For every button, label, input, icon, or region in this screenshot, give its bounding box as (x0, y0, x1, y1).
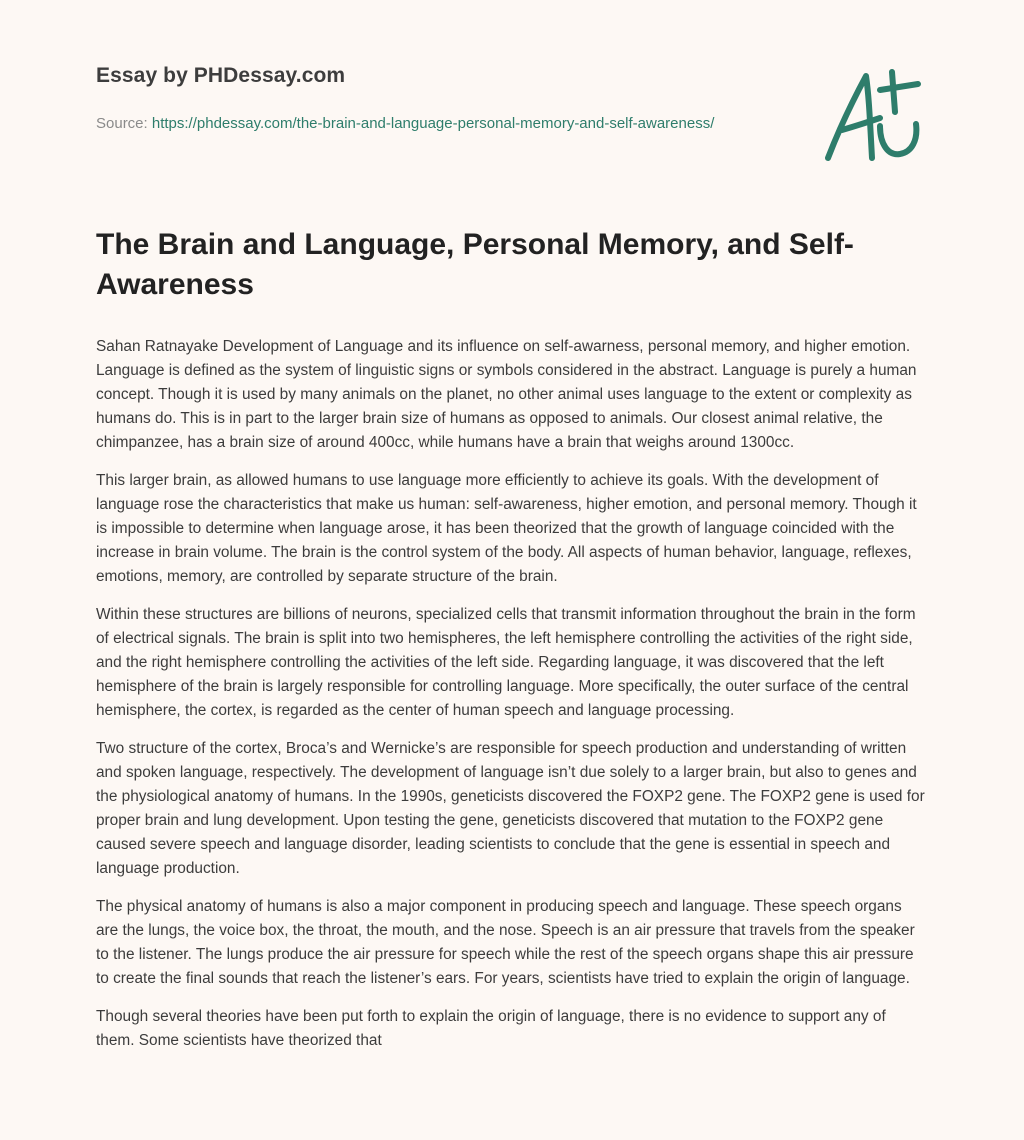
essay-paragraph: This larger brain, as allowed humans to use language more efficiently to achieve its goals. With the development of language rose the characteristics that make us human: self-awareness, higher emotion, and personal memory. Though it is impossible to determine when language arose, it has been theorized that the growth of language coincided with the increase in brain volume. The brain is the control system of the body. All aspects of human behavior, language, reflexes, emotions, memory, are controlled by separate structure of the brain. (96, 472, 917, 585)
essay-paragraph: Though several theories have been put forth to explain the origin of language, there is no evidence to support any of them. Some scientists have theorized that (96, 1008, 886, 1049)
essay-paragraph: Two structure of the cortex, Broca’s and Wernicke’s are responsible for speech production and understanding of written and spoken language, respectively. The development of language isn’t due solely to a larger brain, but also to genes and the physiological anatomy of humans. In the 1990s, geneticists discovered the FOXP2 gene. The FOXP2 gene is used for proper brain and lung development. Upon testing the gene, geneticists discovered that mutation to the FOXP2 gene caused severe speech and language disorder, leading scientists to conclude that the gene is essential in speech and language production. (96, 740, 925, 877)
essay-paragraph: Within these structures are billions of neurons, specialized cells that transmit information throughout the brain in the form of electrical signals. The brain is split into two hemispheres, the left hemisphere controlling the activities of the right side, and the right hemisphere controlling the activities of the left side. Regarding language, it was discovered that the left hemisphere of the brain is largely responsible for controlling language. More specifically, the outer surface of the central hemisphere, the cortex, is regarded as the center of human speech and language processing. (96, 606, 916, 719)
essay-title: The Brain and Language, Personal Memory, and Self-Awareness (96, 228, 854, 301)
site-brand: Essay by PHDessay.com (96, 64, 346, 87)
essay-paragraph: Sahan Ratnayake Development of Language and its influence on self-awarness, personal memory, and higher emotion. Language is defined as the system of linguistic signs or symbols considered in the abstract. Language is purely a human concept. Though it is used by many animals on the planet, no other animal uses language to the extent or complexity as humans do. This is in part to the larger brain size of humans as opposed to animals. Our closest animal relative, the chimpanzee, has a brain size of around 400cc, while humans have a brain that weighs around 1300cc. (96, 338, 917, 451)
a-plus-grade-icon (822, 66, 926, 166)
essay-paragraph: The physical anatomy of humans is also a major component in producing speech and language. These speech organs are the lungs, the voice box, the throat, the mouth, and the nose. Speech is an air pressure that travels from the speaker to the listener. The lungs produce the air pressure for speech while the rest of the speech organs shape this air pressure to create the final sounds that reach the listener’s ears. For years, scientists have tried to explain the origin of language. (96, 898, 915, 987)
page-header (96, 0, 928, 170)
essay-body (96, 335, 928, 1053)
source-label: Source: (96, 115, 152, 132)
source-link[interactable]: https://phdessay.com/the-brain-and-language-personal-memory-and-self-awareness/ (151, 115, 715, 132)
source-line (96, 113, 736, 135)
